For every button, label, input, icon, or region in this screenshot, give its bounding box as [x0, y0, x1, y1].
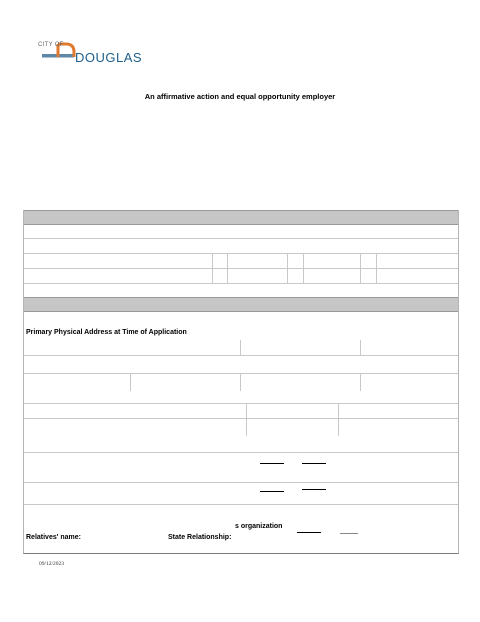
cell-divider: [303, 253, 304, 283]
answer-line[interactable]: [297, 532, 321, 533]
row-divider: [24, 238, 458, 239]
answer-line[interactable]: [302, 489, 326, 490]
row-divider: [24, 504, 458, 505]
row-divider: [24, 482, 458, 483]
logo-name-text: DOUGLAS: [75, 50, 143, 65]
revision-date: 09/12/2023: [39, 561, 65, 567]
cell-divider: [227, 253, 228, 283]
employer-tagline: An affirmative action and equal opportunity employer: [144, 92, 336, 101]
organization-question-text: s organization: [235, 523, 283, 530]
row-divider: [24, 355, 458, 356]
section-header-bar: [24, 297, 458, 312]
row-divider: [24, 268, 458, 269]
cell-divider: [360, 340, 361, 356]
section-header-bar: [24, 210, 458, 225]
answer-line[interactable]: [340, 533, 358, 534]
cell-divider: [130, 373, 131, 391]
row-divider: [24, 452, 458, 453]
cell-divider: [376, 253, 377, 283]
cell-divider: [338, 403, 339, 436]
answer-line[interactable]: [260, 463, 284, 464]
application-form: [23, 210, 459, 554]
cell-divider: [246, 403, 247, 436]
cell-divider: [212, 253, 213, 283]
cell-divider: [240, 340, 241, 356]
answer-line[interactable]: [302, 463, 326, 464]
cell-divider: [360, 373, 361, 391]
state-relationship-label: State Relationship:: [168, 534, 232, 541]
cell-divider: [287, 253, 288, 283]
cell-divider: [240, 373, 241, 391]
row-divider: [24, 403, 458, 404]
address-heading: Primary Physical Address at Time of Application: [26, 329, 187, 336]
answer-line[interactable]: [260, 491, 284, 492]
row-divider: [24, 373, 458, 374]
city-of-douglas-logo: [38, 40, 148, 68]
row-divider: [24, 418, 458, 419]
row-divider: [24, 253, 458, 254]
cell-divider: [360, 253, 361, 283]
relatives-name-label: Relatives' name:: [26, 534, 81, 541]
row-divider: [24, 283, 458, 284]
logo-city-text: CITY OF: [38, 42, 64, 48]
